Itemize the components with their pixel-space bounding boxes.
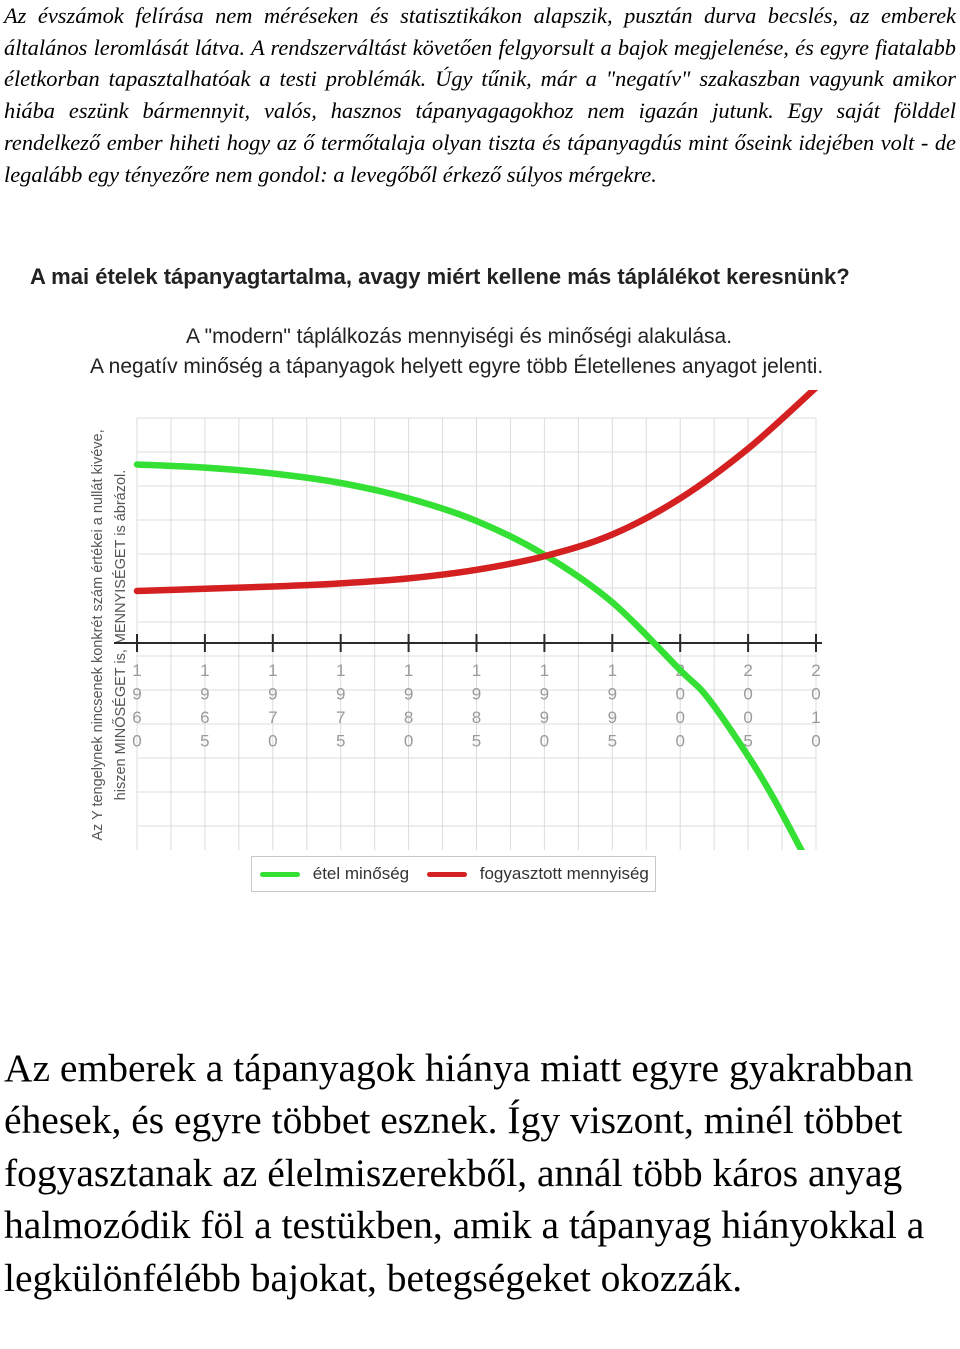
y-axis-note-line-1: Az Y tengelynek nincsenek konkrét szám értékei a nullát kivéve, (90, 429, 106, 841)
x-tick-label: 1 9 6 0 (132, 661, 142, 751)
y-axis-note-line-2: hiszen MINŐSÉGET is, MENNYISÉGET is ábrázol. (113, 469, 129, 801)
x-tick-label: 1 9 6 5 (200, 661, 210, 751)
closing-paragraph: Az emberek a tápanyagok hiánya miatt egyre gyakrabban éhesek, és egyre többet esznek. Így viszont, minél többet fogyasztanak az élelmiszerekből, annál több káros anyag halmozódik föl a testükben, amik a tápanyag hiányokkal a legkülönfélébb bajokat, betegségeket okozzák. (4, 1046, 925, 1300)
x-tick-label: 1 9 7 5 (335, 661, 346, 751)
x-tick-label: 1 9 7 0 (268, 661, 278, 751)
legend-item-fogyasztott-mennyiseg (427, 857, 649, 891)
chart-subtitle-line-2: A negatív minőség a tápanyagok helyett egyre több Életellenes anyagot jelenti. (90, 355, 824, 378)
x-tick-label: 1 9 9 0 (539, 661, 550, 751)
x-tick-label: 1 9 9 5 (607, 661, 618, 751)
legend-swatch-green (260, 872, 300, 877)
legend-item-etel-minoseg (260, 857, 409, 891)
x-tick-label: 2 0 0 5 (743, 661, 753, 751)
x-tick-label: 2 0 0 0 (675, 661, 685, 751)
chart-zero-axis (114, 634, 822, 652)
legend-label-etel-minoseg: étel minőség (312, 864, 410, 883)
x-tick-label: 1 9 8 0 (403, 661, 414, 751)
chart-title: A mai ételek tápanyagtartalma, avagy miért kellene más táplálékot keresnünk? (30, 264, 850, 289)
intro-paragraph: Az évszámok felírása nem méréseken és statisztikákon alapszik, pusztán durva becslés, az emberek általános leromlását látva. A rendszerváltást követően felgyorsult a bajok megjelenése, és egyre fiatalabb életkorban tapasztalhatóak a testi problémák. Úgy tűnik, már a "negatív" szakaszban vagyunk amikor hiába eszünk bármennyit, valós, hasznos tápanyagagokhoz nem igazán jutunk. Egy saját földdel rendelkező ember hiheti hogy az ő termőtalaja olyan tiszta és tápanyagdús mint őseink idejében volt - de legalább egy tényezőre nem gondol: a levegőből érkező súlyos mérgekre. (4, 3, 956, 187)
legend-label-fogyasztott-mennyiseg: fogyasztott mennyiség (479, 864, 649, 883)
x-tick-label: 2 0 1 0 (811, 661, 821, 751)
chart-plot (0, 390, 960, 850)
chart-legend (251, 856, 656, 892)
chart-subtitle-line-1: A "modern" táplálkozás mennyiségi és minőségi alakulása. (186, 325, 733, 348)
legend-swatch-red (427, 872, 467, 877)
x-tick-label: 1 9 8 5 (471, 661, 482, 751)
